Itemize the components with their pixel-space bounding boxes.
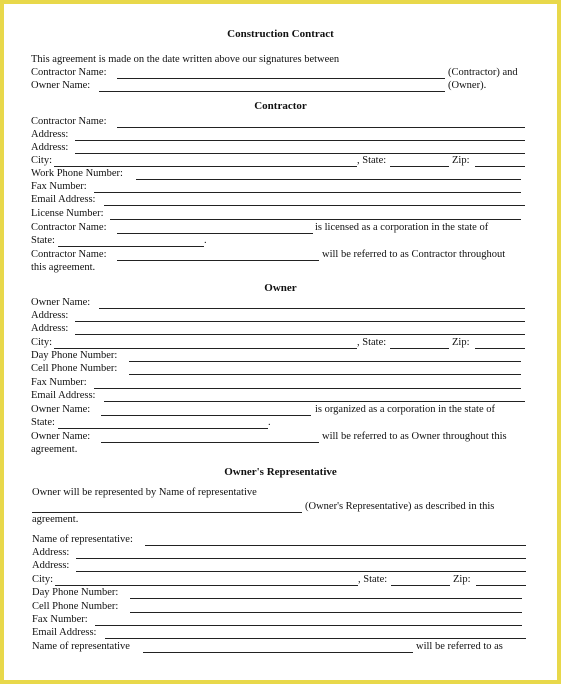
contractor-state-of-line[interactable] xyxy=(58,246,204,247)
owner-cell-phone-label: Cell Phone Number: xyxy=(31,363,118,374)
intro-text: This agreement is made on the date written above our signatures between xyxy=(31,54,340,65)
representative-state-label: , State: xyxy=(358,574,388,585)
representative-heading: Owner's Representative xyxy=(224,466,337,478)
owner-address2-line[interactable] xyxy=(75,334,525,335)
representative-state-line[interactable] xyxy=(391,585,450,586)
representative-fax-line[interactable] xyxy=(95,625,522,626)
document-title: Construction Contract xyxy=(227,28,334,40)
representative-email-line[interactable] xyxy=(105,638,526,639)
representative-address1-line[interactable] xyxy=(76,558,526,559)
owner-fax-label: Fax Number: xyxy=(31,377,87,388)
contractor-corp-text: is licensed as a corporation in the state of xyxy=(315,222,489,233)
owner-name-line[interactable] xyxy=(99,308,525,309)
owner-cell-phone-line[interactable] xyxy=(129,374,521,375)
contractor-work-phone-line[interactable] xyxy=(136,179,521,180)
contractor-license-line[interactable] xyxy=(110,219,521,220)
owner-ref-text: will be referred to as Owner throughout this xyxy=(322,431,507,442)
representative-ref-text: will be referred to as xyxy=(416,641,503,652)
owner-name-label: Owner Name: xyxy=(31,297,91,308)
owner-ref-label: Owner Name: xyxy=(31,431,91,442)
contractor-name-label: Contractor Name: xyxy=(31,116,107,127)
contractor-state-label: , State: xyxy=(357,155,387,166)
contractor-heading: Contractor xyxy=(254,100,307,112)
contractor-city-line[interactable] xyxy=(54,166,357,167)
owner-ref-text2: agreement. xyxy=(31,444,78,455)
representative-email-label: Email Address: xyxy=(32,627,97,638)
contractor-corp-line[interactable] xyxy=(117,233,313,234)
intro-owner-label: Owner Name: xyxy=(31,80,91,91)
representative-address1-label: Address: xyxy=(32,547,70,558)
owner-ref-line[interactable] xyxy=(101,442,319,443)
owner-day-phone-label: Day Phone Number: xyxy=(31,350,118,361)
owner-state-label: , State: xyxy=(357,337,387,348)
contractor-email-label: Email Address: xyxy=(31,194,96,205)
contractor-name-line[interactable] xyxy=(117,127,525,128)
representative-cell-phone-label: Cell Phone Number: xyxy=(32,601,119,612)
contractor-state-of-end: . xyxy=(204,235,207,246)
owner-email-line[interactable] xyxy=(104,401,525,402)
owner-city-line[interactable] xyxy=(54,348,357,349)
representative-cell-phone-line[interactable] xyxy=(130,612,522,613)
owner-fax-line[interactable] xyxy=(94,388,521,389)
contractor-address2-line[interactable] xyxy=(75,153,525,154)
owner-city-label: City: xyxy=(31,337,53,348)
owner-state-of-label: State: xyxy=(31,417,55,428)
intro-contractor-line[interactable] xyxy=(117,78,445,79)
contract-page xyxy=(4,4,557,680)
contractor-city-label: City: xyxy=(31,155,53,166)
representative-city-line[interactable] xyxy=(55,585,358,586)
owner-address2-label: Address: xyxy=(31,323,69,334)
contractor-ref-label: Contractor Name: xyxy=(31,249,107,260)
owner-state-of-end: . xyxy=(268,417,271,428)
contractor-ref-line[interactable] xyxy=(117,260,319,261)
representative-zip-label: Zip: xyxy=(453,574,471,585)
owner-address1-line[interactable] xyxy=(75,321,525,322)
contractor-address1-label: Address: xyxy=(31,129,69,140)
contractor-ref-text2: this agreement. xyxy=(31,262,96,273)
contractor-fax-label: Fax Number: xyxy=(31,181,87,192)
contractor-zip-line[interactable] xyxy=(475,166,525,167)
contractor-state-line[interactable] xyxy=(390,166,449,167)
intro-owner-line[interactable] xyxy=(99,91,445,92)
contractor-corp-label: Contractor Name: xyxy=(31,222,107,233)
contractor-address2-label: Address: xyxy=(31,142,69,153)
representative-ref-line[interactable] xyxy=(143,652,413,653)
owner-corp-label: Owner Name: xyxy=(31,404,91,415)
representative-ref-label: Name of representative xyxy=(32,641,130,652)
owner-state-line[interactable] xyxy=(390,348,449,349)
owner-address1-label: Address: xyxy=(31,310,69,321)
representative-address2-label: Address: xyxy=(32,560,70,571)
representative-name-label: Name of representative: xyxy=(32,534,133,545)
intro-owner-suffix: (Owner). xyxy=(448,80,487,91)
owner-corp-line[interactable] xyxy=(101,415,311,416)
owner-email-label: Email Address: xyxy=(31,390,96,401)
contractor-ref-text: will be referred to as Contractor throughout xyxy=(322,249,506,260)
owner-heading: Owner xyxy=(264,282,297,294)
owner-day-phone-line[interactable] xyxy=(129,361,521,362)
representative-city-label: City: xyxy=(32,574,54,585)
contractor-email-line[interactable] xyxy=(104,205,525,206)
intro-contractor-label: Contractor Name: xyxy=(31,67,107,78)
contractor-work-phone-label: Work Phone Number: xyxy=(31,168,123,179)
contractor-license-label: License Number: xyxy=(31,208,104,219)
owner-state-of-line[interactable] xyxy=(58,428,268,429)
contractor-zip-label: Zip: xyxy=(452,155,470,166)
representative-fax-label: Fax Number: xyxy=(32,614,88,625)
representative-address2-line[interactable] xyxy=(76,571,526,572)
representative-intro-end: agreement. xyxy=(32,514,79,525)
representative-intro-line[interactable] xyxy=(32,512,302,513)
owner-zip-label: Zip: xyxy=(452,337,470,348)
representative-zip-line[interactable] xyxy=(476,585,526,586)
owner-zip-line[interactable] xyxy=(475,348,525,349)
representative-intro: Owner will be represented by Name of representative xyxy=(32,487,257,498)
representative-name-line[interactable] xyxy=(145,545,526,546)
representative-day-phone-line[interactable] xyxy=(130,598,522,599)
contractor-address1-line[interactable] xyxy=(75,140,525,141)
contractor-state-of-label: State: xyxy=(31,235,55,246)
contractor-fax-line[interactable] xyxy=(94,192,521,193)
intro-contractor-suffix: (Contractor) and xyxy=(448,67,518,78)
representative-intro-suffix: (Owner's Representative) as described in this xyxy=(305,501,495,512)
owner-corp-text: is organized as a corporation in the state of xyxy=(315,404,495,415)
representative-day-phone-label: Day Phone Number: xyxy=(32,587,119,598)
